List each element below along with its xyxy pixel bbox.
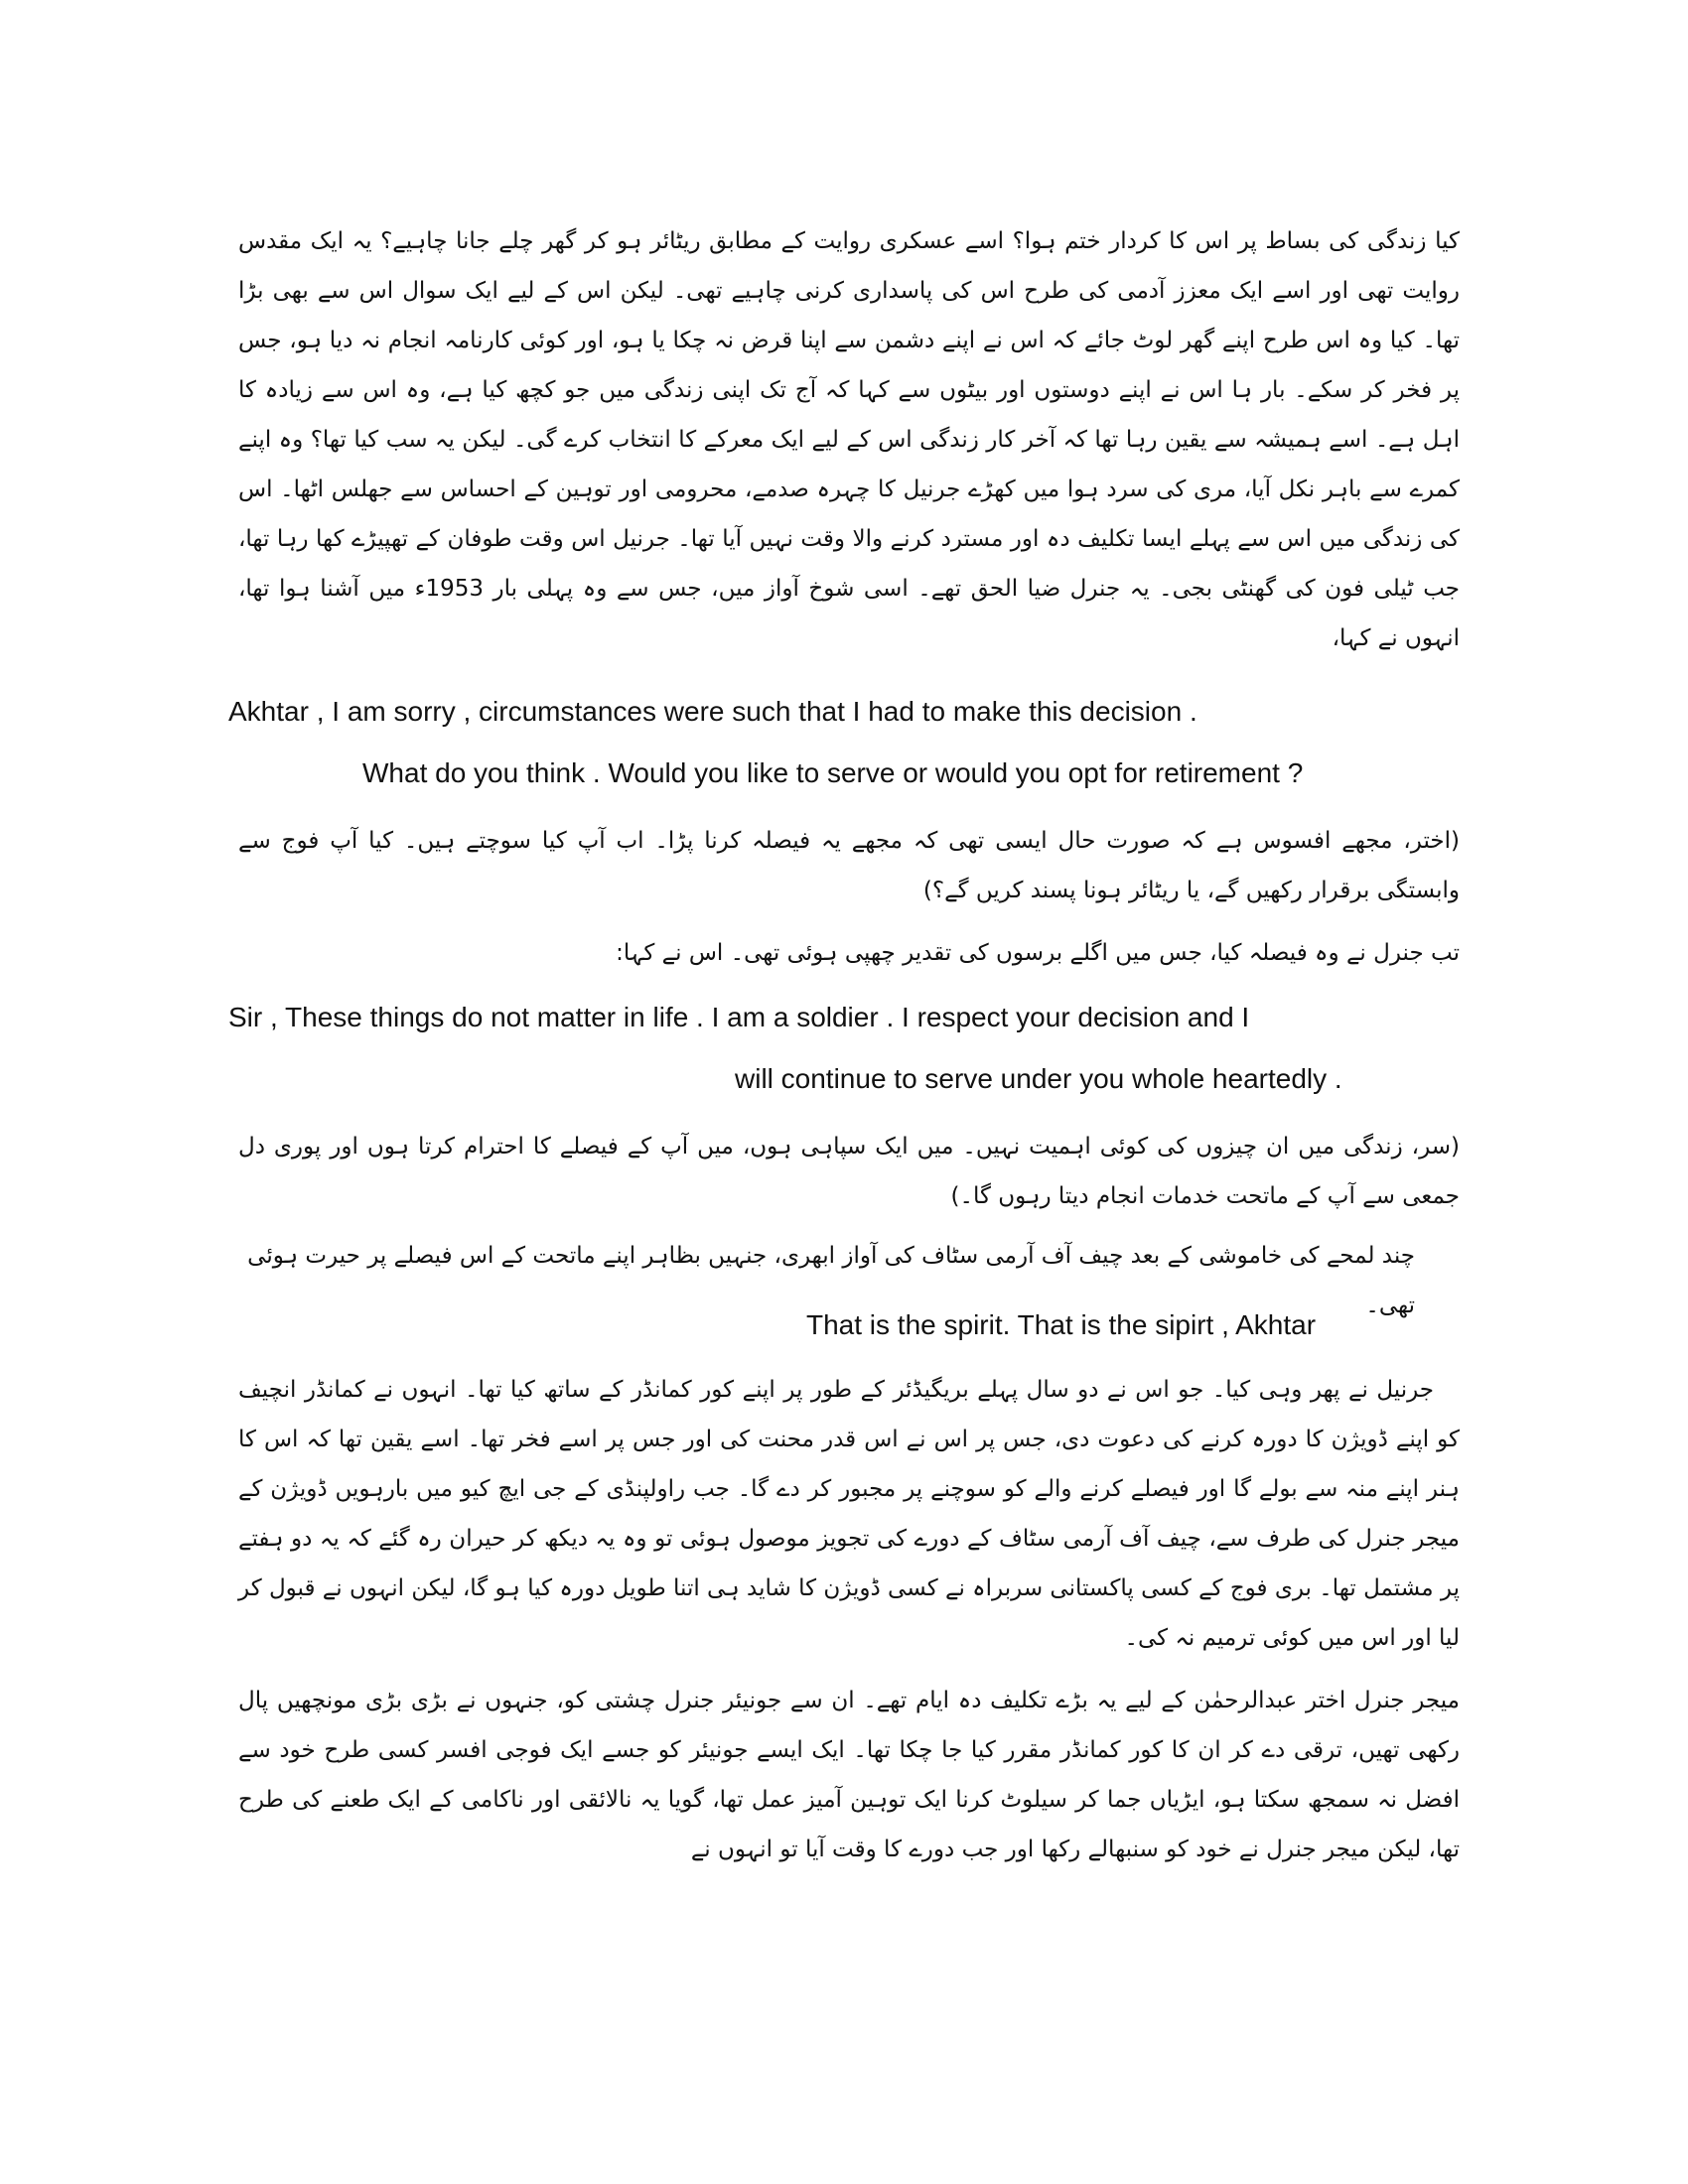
urdu-translation-1: (اختر، مجھے افسوس ہے کہ صورت حال ایسی تھی کہ مجھے یہ فیصلہ کرنا پڑا۔ اب آپ کیا سوچتے ہیں۔ کیا آپ فوج سے وابستگی برقرار رکھیں گے، یا ریٹائر ہونا پسند کریں گے؟): [238, 828, 1460, 903]
urdu-translation-2: (سر، زندگی میں ان چیزوں کی کوئی اہمیت نہیں۔ میں ایک سپاہی ہوں، میں آپ کے فیصلے کا احترام کرتا ہوں اور پوری دل جمعی سے آپ کے ماتحت خدمات انجام دیتا رہوں گا۔): [238, 1134, 1460, 1209]
paragraph-1: کیا زندگی کی بساط پر اس کا کردار ختم ہوا؟ اسے عسکری روایت کے مطابق ریٹائر ہو کر گھر چلے جانا چاہیے؟ یہ ایک مقدس روایت تھی اور اسے ایک معزز آدمی کی طرح اس کی پاسداری کرنی چاہیے تھی۔ لیکن اس کے لیے ایک سوال اس سے بھی بڑا تھا۔ کیا وہ اس طرح اپنے گھر لوٹ جائے کہ اس نے اپنے دشمن سے اپنا قرض نہ چکا یا ہو، اور کوئی کارنامہ انجام نہ دیا ہو، جس پر فخر کر سکے۔ بار ہا اس نے اپنے دوستوں اور بیٹوں سے کہا کہ آج تک اپنی زندگی میں جو کچھ کیا ہے، وہ اس سے زیادہ کا اہل ہے۔ اسے ہمیشہ سے یقین رہا تھا کہ آخر کار زندگی اس کے لیے ایک معرکے کا انتخاب کرے گی۔ لیکن یہ سب کیا تھا؟ وہ اپنے کمرے سے باہر نکل آیا، مری کی سرد ہوا میں کھڑے جرنیل کا چہرہ صدمے، محرومی اور توہین کے احساس سے جھلس اٹھا۔ اس کی زندگی میں اس سے پہلے ایسا تکلیف دہ اور مسترد کرنے والا وقت نہیں آیا تھا۔ جرنیل اس وقت طوفان کے تھپیڑے کھا رہا تھا، جب ٹیلی فون کی گھنٹی بجی۔ یہ جنرل ضیا الحق تھے۔ اسی شوخ آواز میں، جس سے وہ پہلی بار 1953ء میں آشنا ہوا تھا، انہوں نے کہا،: [238, 228, 1461, 651]
paragraph-5: میجر جنرل اختر عبدالرحمٰن کے لیے یہ بڑے تکلیف دہ ایام تھے۔ ان سے جونیئر جنرل چشتی کو، جنہوں نے بڑی بڑی مونچھیں پال رکھی تھیں، ترقی دے کر ان کا کور کمانڈر مقرر کیا جا چکا تھا۔ ایک ایسے جونیئر کو جسے ایک فوجی افسر کسی طرح خود سے افضل نہ سمجھ سکتا ہو، ایڑیاں جما کر سیلوٹ کرنا ایک توہین آمیز عمل تھا، گویا یہ نالائقی اور ناکامی کے ایک طعنے کی طرح تھا، لیکن میجر جنرل نے خود کو سنبھالے رکھا اور جب دورے کا وقت آیا تو انہوں نے: [238, 1688, 1460, 1862]
english-quote-1-line-1: Akhtar , I am sorry , circumstances were such that I had to make this decision .: [228, 696, 1197, 727]
paragraph-3: چند لمحے کی خاموشی کے بعد چیف آف آرمی سٹاف کی آواز ابھری، جنہیں بظاہر اپنے ماتحت کے اس فیصلے پر حیرت ہوئی تھی۔: [247, 1243, 1415, 1318]
paragraph-4: جرنیل نے پھر وہی کیا۔ جو اس نے دو سال پہلے بریگیڈئر کے طور پر اپنے کور کمانڈر کے ساتھ کیا تھا۔ انہوں نے کمانڈر انچیف کو اپنے ڈویژن کا دورہ کرنے کی دعوت دی، جس پر اس نے اس قدر محنت کی اور جس پر اسے فخر تھا۔ اسے یقین تھا کہ اس کا ہنر اپنے منہ سے بولے گا اور فیصلے کرنے والے کو سوچنے پر مجبور کر دے گا۔ جب راولپنڈی کے جی ایچ کیو میں بارہویں ڈویژن کے میجر جنرل کی طرف سے، چیف آف آرمی سٹاف کے دورے کی تجویز موصول ہوئی تو وہ یہ دیکھ کر حیران رہ گئے کہ یہ دو ہفتے پر مشتمل تھا۔ بری فوج کے کسی پاکستانی سربراہ نے کسی ڈویژن کا شاید ہی اتنا طویل دورہ کیا ہو گا، لیکن انہوں نے قبول کر لیا اور اس میں کوئی ترمیم نہ کی۔: [238, 1377, 1460, 1651]
paragraph-2: تب جنرل نے وہ فیصلہ کیا، جس میں اگلے برسوں کی تقدیر چھپی ہوئی تھی۔ اس نے کہا:: [616, 940, 1460, 966]
english-quote-2-line-2: will continue to serve under you whole heartedly .: [735, 1063, 1342, 1094]
english-quote-3: That is the spirit. That is the sipirt , Akhtar: [806, 1309, 1317, 1340]
english-quote-1-line-2: What do you think . Would you like to serve or would you opt for retirement ?: [362, 757, 1304, 788]
english-quote-2-line-1: Sir , These things do not matter in life . I am a soldier . I respect your decision and I: [228, 1002, 1250, 1032]
